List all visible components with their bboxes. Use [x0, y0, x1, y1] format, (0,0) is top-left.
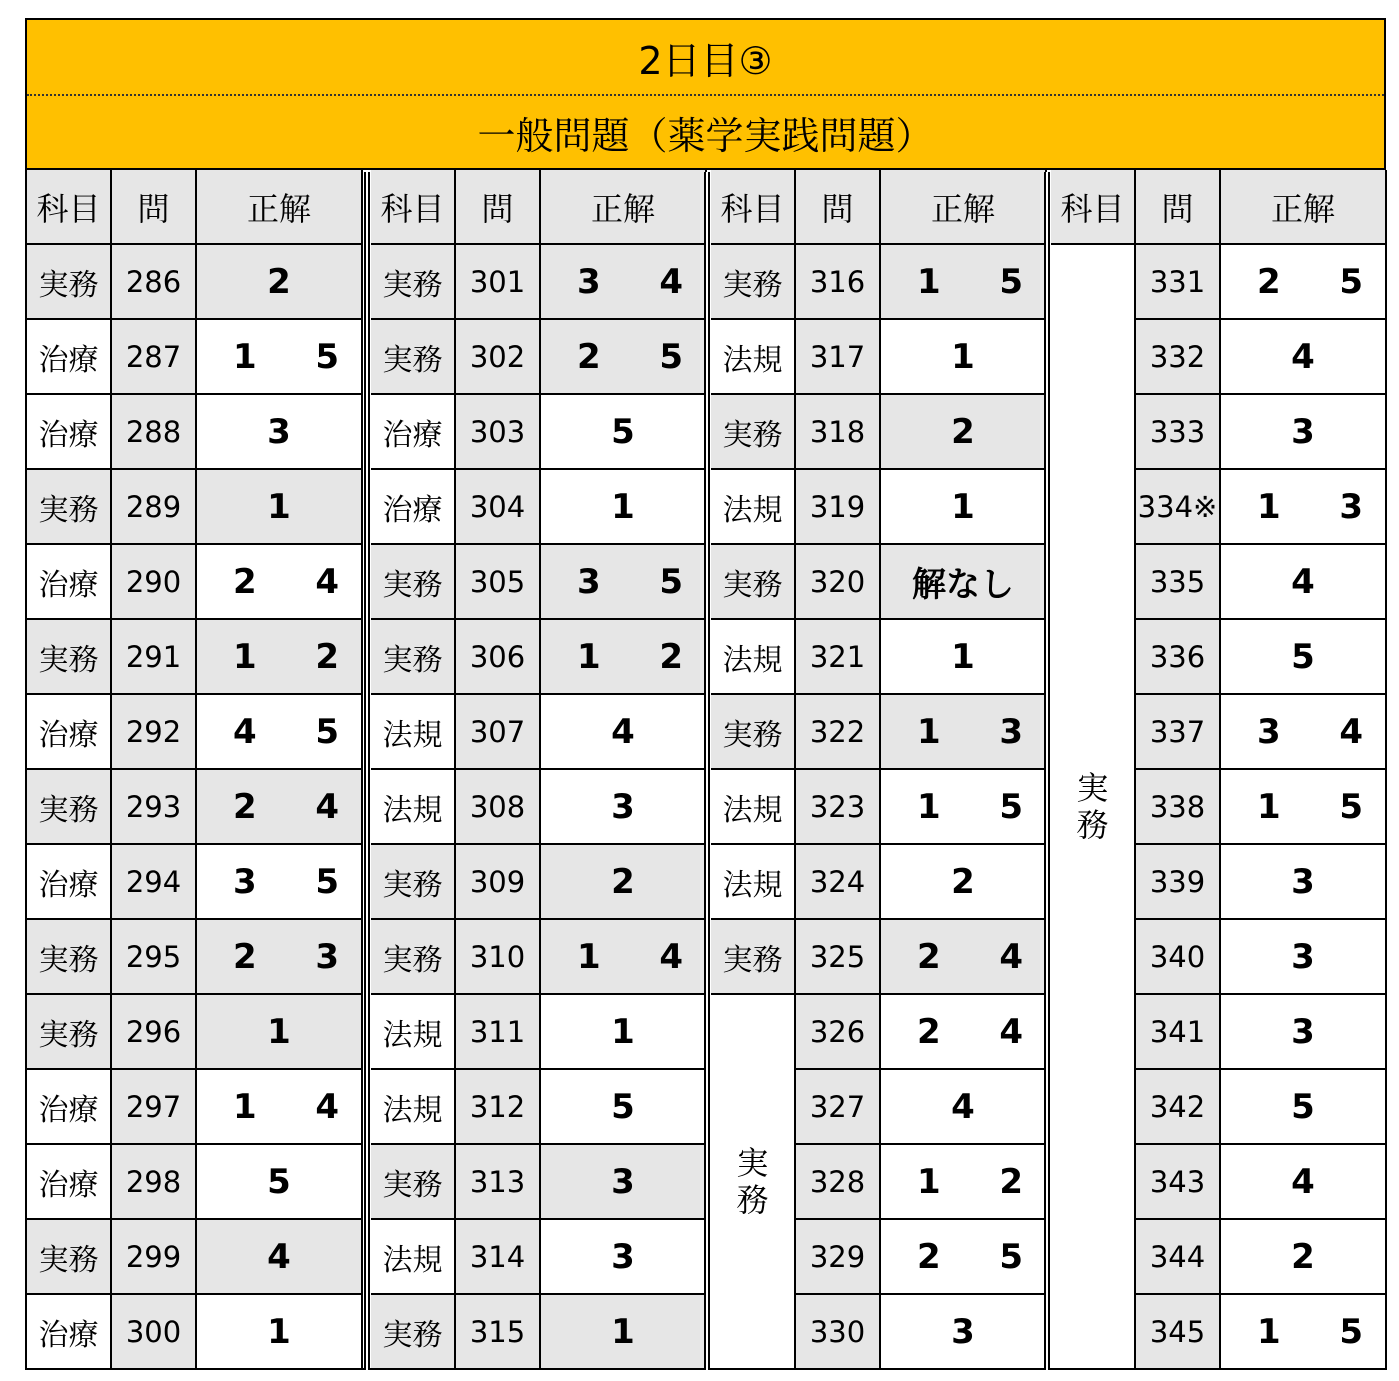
question-number: 313: [456, 1145, 541, 1220]
answer-cell: 1: [197, 1295, 363, 1370]
answer-choice: 5: [999, 786, 1023, 827]
answer-cell: 3: [541, 1145, 707, 1220]
question-number: 341: [1136, 995, 1221, 1070]
header-question: 問: [1136, 170, 1221, 245]
header-subject: 科目: [371, 170, 456, 245]
question-number: 291: [112, 620, 197, 695]
question-number: 340: [1136, 920, 1221, 995]
answer-choice: 4: [999, 1011, 1023, 1052]
answer-choice: 4: [659, 936, 683, 977]
answer-choice: 2: [917, 1236, 941, 1277]
answer-choice: 1: [233, 336, 257, 377]
answer-cell: 4: [1221, 320, 1387, 395]
question-number: 286: [112, 245, 197, 320]
subject-cell: 実務: [371, 245, 456, 320]
answer-choice: 3: [1339, 486, 1363, 527]
answer-choice: 5: [315, 336, 339, 377]
answer-cell: 5: [197, 1145, 363, 1220]
answer-cell: [197, 1070, 363, 1145]
question-number: 327: [796, 1070, 881, 1145]
question-number: 303: [456, 395, 541, 470]
answer-choice: 1: [917, 1161, 941, 1202]
answer-choice: 2: [577, 336, 601, 377]
subject-cell: 法規: [711, 470, 796, 545]
header-question: 問: [796, 170, 881, 245]
question-number: 333: [1136, 395, 1221, 470]
question-number: 318: [796, 395, 881, 470]
question-number: 309: [456, 845, 541, 920]
merged-subject-cell: 実 務: [711, 995, 796, 1370]
answer-cell: [881, 920, 1047, 995]
subject-cell: 実務: [371, 1145, 456, 1220]
column-separator: [364, 172, 370, 1370]
answer-cell: 3: [197, 395, 363, 470]
question-number: 322: [796, 695, 881, 770]
answer-cell: [1221, 695, 1387, 770]
answer-cell: [197, 695, 363, 770]
question-number: 311: [456, 995, 541, 1070]
question-number: 293: [112, 770, 197, 845]
answer-cell: 3: [1221, 920, 1387, 995]
answer-cell: 2: [881, 845, 1047, 920]
sheet-title: 2日目③: [27, 20, 1384, 96]
answer-choice: 2: [233, 786, 257, 827]
answer-choice: 2: [999, 1161, 1023, 1202]
answer-choice: 5: [1339, 261, 1363, 302]
answer-choice: 1: [233, 636, 257, 677]
subject-cell: 法規: [371, 1070, 456, 1145]
answer-cell: 2: [881, 395, 1047, 470]
answer-choice: 5: [315, 711, 339, 752]
subject-cell: 治療: [27, 845, 112, 920]
answer-choice: 1: [917, 711, 941, 752]
answer-choice: 4: [315, 1086, 339, 1127]
question-number: 300: [112, 1295, 197, 1370]
question-number: 326: [796, 995, 881, 1070]
answer-cell: [1221, 1295, 1387, 1370]
question-number: 317: [796, 320, 881, 395]
answer-cell: 3: [1221, 995, 1387, 1070]
column-separator: [704, 172, 710, 1370]
subject-cell: 治療: [27, 1145, 112, 1220]
question-number: 329: [796, 1220, 881, 1295]
answer-cell: [197, 770, 363, 845]
question-number: 289: [112, 470, 197, 545]
question-number: 338: [1136, 770, 1221, 845]
question-number: 304: [456, 470, 541, 545]
answer-choice: 4: [315, 561, 339, 602]
answer-cell: [1221, 470, 1387, 545]
answer-cell: 4: [881, 1070, 1047, 1145]
answer-cell: [197, 620, 363, 695]
subject-cell: 治療: [27, 395, 112, 470]
answer-choice: 1: [1257, 486, 1281, 527]
question-number: 342: [1136, 1070, 1221, 1145]
merged-subject-cell: 実 務: [1051, 245, 1136, 1370]
answer-choice: 5: [999, 1236, 1023, 1277]
question-number: 336: [1136, 620, 1221, 695]
question-number: 315: [456, 1295, 541, 1370]
subject-cell: 実務: [27, 1220, 112, 1295]
question-number: 294: [112, 845, 197, 920]
subject-cell: 治療: [27, 1295, 112, 1370]
subject-cell: 法規: [371, 995, 456, 1070]
answer-cell: 1: [881, 470, 1047, 545]
sheet-subtitle: 一般問題（薬学実践問題）: [477, 113, 934, 158]
header-answer: 正解: [1221, 170, 1387, 245]
answer-choice: 1: [1257, 1311, 1281, 1352]
subject-cell: 治療: [27, 1070, 112, 1145]
answer-choice: 5: [315, 861, 339, 902]
question-number: 345: [1136, 1295, 1221, 1370]
answer-cell: 3: [541, 770, 707, 845]
subject-cell: 法規: [711, 620, 796, 695]
answer-choice: 1: [577, 636, 601, 677]
answer-cell: [197, 920, 363, 995]
question-number: 298: [112, 1145, 197, 1220]
answer-cell: [197, 545, 363, 620]
answer-choice: 3: [1257, 711, 1281, 752]
answer-choice: 2: [233, 936, 257, 977]
answer-cell: [881, 770, 1047, 845]
answer-choice: 1: [1257, 786, 1281, 827]
answer-cell: [881, 1145, 1047, 1220]
question-number: 332: [1136, 320, 1221, 395]
answer-choice: 5: [659, 336, 683, 377]
subject-cell: 実務: [371, 845, 456, 920]
answer-choice: 5: [659, 561, 683, 602]
answer-choice: 2: [917, 936, 941, 977]
subject-cell: 実務: [711, 695, 796, 770]
answer-cell: 2: [541, 845, 707, 920]
question-number: 323: [796, 770, 881, 845]
subject-cell: 法規: [371, 695, 456, 770]
answer-sheet: [25, 18, 1386, 1370]
answer-choice: 3: [577, 261, 601, 302]
subject-cell: 法規: [711, 770, 796, 845]
answer-choice: 3: [315, 936, 339, 977]
answer-cell: 5: [1221, 620, 1387, 695]
answer-cell: 1: [197, 470, 363, 545]
column-separator: [1044, 172, 1050, 1370]
answer-cell: 1: [541, 470, 707, 545]
answer-choice: 4: [315, 786, 339, 827]
answer-cell: 2: [1221, 1220, 1387, 1295]
question-number: 308: [456, 770, 541, 845]
answer-choice: 5: [1339, 786, 1363, 827]
subject-cell: 実務: [27, 995, 112, 1070]
header-answer: 正解: [881, 170, 1047, 245]
subject-cell: 実務: [371, 620, 456, 695]
answer-cell: [1221, 245, 1387, 320]
question-number: 302: [456, 320, 541, 395]
question-number: 288: [112, 395, 197, 470]
answer-choice: 4: [659, 261, 683, 302]
subject-cell: 法規: [711, 845, 796, 920]
question-number: 334※: [1136, 470, 1221, 545]
answer-choice: 1: [917, 786, 941, 827]
subject-cell: 実務: [371, 320, 456, 395]
answer-choice: 2: [917, 1011, 941, 1052]
answer-choice: 5: [1339, 1311, 1363, 1352]
subject-cell: 実務: [711, 920, 796, 995]
header-question: 問: [456, 170, 541, 245]
subject-cell: 法規: [711, 320, 796, 395]
question-number: 321: [796, 620, 881, 695]
answer-cell: [881, 995, 1047, 1070]
header-subject: 科目: [27, 170, 112, 245]
answer-cell: [541, 920, 707, 995]
question-number: 339: [1136, 845, 1221, 920]
answer-cell: [1221, 770, 1387, 845]
question-number: 312: [456, 1070, 541, 1145]
question-number: 305: [456, 545, 541, 620]
question-number: 306: [456, 620, 541, 695]
question-number: 324: [796, 845, 881, 920]
answer-cell: 1: [541, 995, 707, 1070]
subject-cell: 実務: [711, 245, 796, 320]
answer-choice: 2: [233, 561, 257, 602]
question-number: 287: [112, 320, 197, 395]
answer-choice: 2: [315, 636, 339, 677]
answer-choice: 1: [917, 261, 941, 302]
subject-cell: 治療: [371, 470, 456, 545]
answer-choice: 3: [577, 561, 601, 602]
subject-cell: 実務: [711, 395, 796, 470]
answer-cell: [541, 320, 707, 395]
question-number: 290: [112, 545, 197, 620]
answer-cell: 5: [1221, 1070, 1387, 1145]
answer-choice: 4: [999, 936, 1023, 977]
answer-choice: 5: [999, 261, 1023, 302]
question-number: 337: [1136, 695, 1221, 770]
subject-cell: 実務: [371, 545, 456, 620]
answer-cell: 1: [881, 320, 1047, 395]
answer-choice: 4: [233, 711, 257, 752]
answer-cell: 5: [541, 395, 707, 470]
answer-cell: [881, 245, 1047, 320]
question-number: 320: [796, 545, 881, 620]
answer-cell: 3: [541, 1220, 707, 1295]
subject-cell: 治療: [27, 320, 112, 395]
subject-cell: 法規: [371, 1220, 456, 1295]
subject-cell: 実務: [27, 245, 112, 320]
answer-cell: 4: [197, 1220, 363, 1295]
answer-choice: 1: [233, 1086, 257, 1127]
answer-cell: 5: [541, 1070, 707, 1145]
header-subject: 科目: [711, 170, 796, 245]
question-number: 325: [796, 920, 881, 995]
subject-cell: 実務: [27, 470, 112, 545]
subject-cell: 実務: [371, 920, 456, 995]
header-answer: 正解: [197, 170, 363, 245]
question-number: 328: [796, 1145, 881, 1220]
question-number: 344: [1136, 1220, 1221, 1295]
header-question: 問: [112, 170, 197, 245]
answer-cell: 2: [197, 245, 363, 320]
answer-choice: 3: [233, 861, 257, 902]
answer-cell: 1: [197, 995, 363, 1070]
answer-cell: 解なし: [881, 545, 1047, 620]
answer-cell: 1: [881, 620, 1047, 695]
question-number: 296: [112, 995, 197, 1070]
answer-choice: 3: [999, 711, 1023, 752]
answer-cell: [881, 1220, 1047, 1295]
answer-cell: [881, 695, 1047, 770]
subject-cell: 法規: [371, 770, 456, 845]
question-number: 319: [796, 470, 881, 545]
answer-cell: 4: [1221, 1145, 1387, 1220]
question-number: 335: [1136, 545, 1221, 620]
question-number: 292: [112, 695, 197, 770]
question-number: 316: [796, 245, 881, 320]
header-subject: 科目: [1051, 170, 1136, 245]
question-number: 331: [1136, 245, 1221, 320]
answer-cell: 4: [1221, 545, 1387, 620]
answer-choice: 2: [1257, 261, 1281, 302]
subject-cell: 実務: [27, 620, 112, 695]
answer-cell: [541, 245, 707, 320]
subject-cell: 実務: [371, 1295, 456, 1370]
subject-cell: 治療: [27, 545, 112, 620]
question-number: 307: [456, 695, 541, 770]
answer-choice: 4: [1339, 711, 1363, 752]
answer-cell: 3: [1221, 845, 1387, 920]
answer-cell: 4: [541, 695, 707, 770]
answer-choice: 2: [659, 636, 683, 677]
subject-cell: 実務: [711, 545, 796, 620]
question-number: 295: [112, 920, 197, 995]
question-number: 314: [456, 1220, 541, 1295]
question-number: 310: [456, 920, 541, 995]
answer-choice: 1: [577, 936, 601, 977]
answer-cell: [541, 545, 707, 620]
question-number: 299: [112, 1220, 197, 1295]
subject-cell: 実務: [27, 770, 112, 845]
question-number: 330: [796, 1295, 881, 1370]
subject-cell: 治療: [27, 695, 112, 770]
question-number: 343: [1136, 1145, 1221, 1220]
answer-cell: 3: [1221, 395, 1387, 470]
question-number: 301: [456, 245, 541, 320]
subject-cell: 治療: [371, 395, 456, 470]
answer-cell: [541, 620, 707, 695]
answer-cell: [197, 845, 363, 920]
answer-cell: 1: [541, 1295, 707, 1370]
question-number: 297: [112, 1070, 197, 1145]
subject-cell: 実務: [27, 920, 112, 995]
answer-cell: [197, 320, 363, 395]
header-answer: 正解: [541, 170, 707, 245]
answer-table: [27, 20, 1384, 1368]
answer-cell: 3: [881, 1295, 1047, 1370]
